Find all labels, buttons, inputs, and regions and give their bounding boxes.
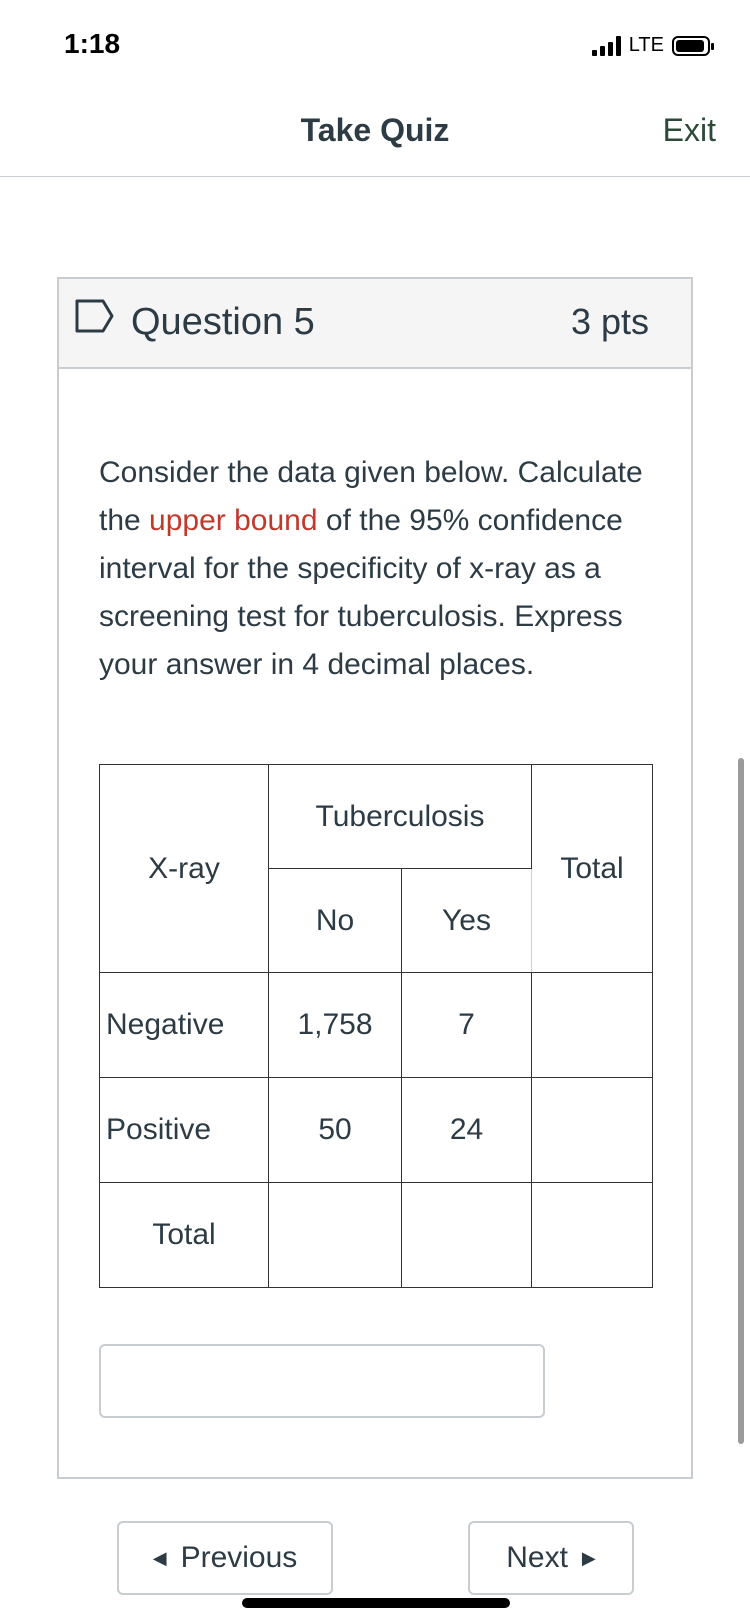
answer-input[interactable] xyxy=(99,1344,545,1418)
table-cell xyxy=(532,973,653,1078)
table-row xyxy=(100,973,653,1078)
caret-left-icon: ◀ xyxy=(152,1547,167,1568)
table-row-label: Positive xyxy=(100,1078,269,1183)
question-text-after: of the 95% confidence interval for the specificity of x-ray as a screening test for tuberculosis. Express your answer in 4 decimal places. xyxy=(99,504,623,681)
next-button[interactable] xyxy=(468,1521,634,1595)
table-row-header: X-ray xyxy=(100,765,269,973)
previous-button[interactable] xyxy=(117,1521,333,1595)
status-time: 1:18 xyxy=(64,28,121,59)
scrollbar[interactable] xyxy=(738,758,744,1444)
table-cell xyxy=(532,1183,653,1288)
table-header-row xyxy=(100,765,653,869)
table-col-no: No xyxy=(269,869,402,973)
question-header xyxy=(59,279,691,369)
flag-question-icon[interactable] xyxy=(75,299,115,333)
home-indicator xyxy=(242,1598,510,1608)
question-text-before: Consider the data given below. Calculate the xyxy=(99,456,643,537)
next-label: Next xyxy=(506,1541,568,1574)
table-cell: 1,758 xyxy=(269,973,402,1078)
question-text xyxy=(99,449,659,689)
table-row xyxy=(100,1183,653,1288)
question-points: 3 pts xyxy=(570,301,649,342)
table-cell xyxy=(269,1183,402,1288)
question-text-highlight: upper bound xyxy=(149,504,318,537)
table-cell xyxy=(402,1183,532,1288)
table-row-label: Total xyxy=(100,1183,269,1288)
network-label: LTE xyxy=(628,34,664,56)
table-row-label: Negative xyxy=(100,973,269,1078)
table-cell xyxy=(532,1078,653,1183)
status-bar xyxy=(0,0,750,90)
caret-right-icon: ▶ xyxy=(581,1547,596,1568)
table-row xyxy=(100,1078,653,1183)
table-cell: 50 xyxy=(269,1078,402,1183)
data-table xyxy=(99,764,653,1288)
table-cell: 24 xyxy=(402,1078,532,1183)
previous-label: Previous xyxy=(180,1541,298,1574)
battery-icon xyxy=(672,36,710,56)
table-cell: 7 xyxy=(402,973,532,1078)
quiz-header xyxy=(0,90,750,177)
table-col-total: Total xyxy=(532,765,653,973)
table-group-header: Tuberculosis xyxy=(269,765,532,869)
table-col-yes: Yes xyxy=(402,869,532,973)
page-title: Take Quiz xyxy=(300,112,450,148)
signal-icon xyxy=(592,36,621,56)
exit-button[interactable]: Exit xyxy=(662,112,716,148)
question-title: Question 5 xyxy=(131,301,315,343)
question-card xyxy=(57,277,693,1479)
status-indicators xyxy=(592,34,710,57)
